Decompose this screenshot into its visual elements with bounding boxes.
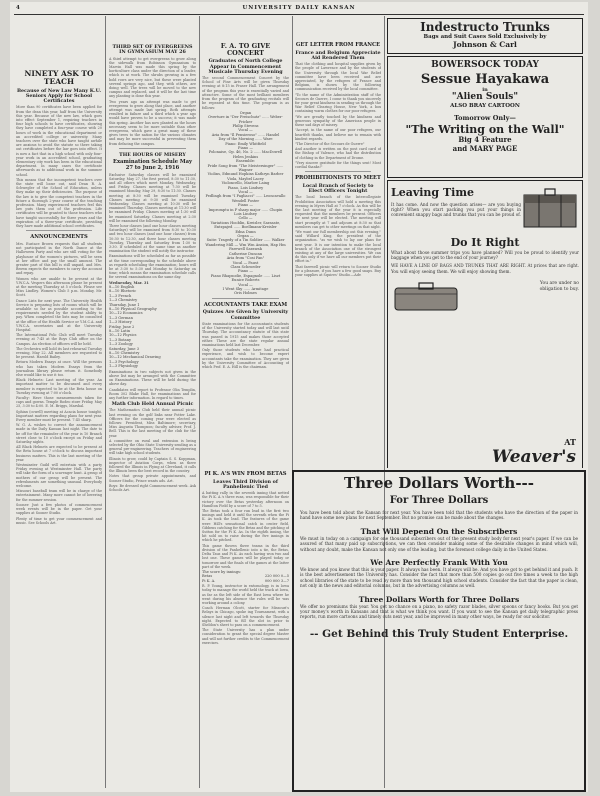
program-item: Day of the Morning ...... Ware — [218, 137, 273, 142]
divider — [305, 171, 371, 174]
score-row — [202, 579, 289, 583]
masthead-rule — [14, 14, 584, 15]
exam-day-item: Thursday, June 1 — [109, 302, 140, 307]
program-item: Vocal — Faust — [232, 260, 259, 265]
story-accountants-2: Only those students who have had practical experience, and wish to become expert accountants take the examination. They are given by the University Committee of Accounting of which Prof. E. A. Hill is the chairman. — [202, 348, 289, 370]
announcement: Sphinx (cowell) meeting at Acacia house tonight. Important matters regarding plans for next year. Every member must be present. 7:45 sharp. — [16, 409, 102, 423]
story-baseball-4: R. P. Young, instructor in entomology, is in Iowa today to manage the world held the track at Iowa, as far as the left side of the East Iowa where he went during his absence the rules will be was working around a colony. — [202, 584, 289, 605]
column-2 — [109, 16, 196, 788]
banner-title: Three Dollars Worth--- — [343, 474, 535, 492]
story-prohibition-3: That farewell picnic will return to Sooner Studio for a pleasure, if you have a few good snaps. Buy your supplies at Squires' Studio.—Adv. — [295, 264, 381, 278]
headline-evergreens: THIRD SET OF EVERGREENS IN GYMNASIUM MAY 26 — [112, 44, 193, 56]
program-item: Pedlingh from "I Pagliacci" ...... Leoncavallo — [205, 194, 286, 199]
exam-day-item: 10—12 Physics — [109, 333, 137, 338]
exam-day-item: 1—3 Zoology — [109, 342, 133, 347]
subhead-accountants: Quizzes Are Given by University Committee — [202, 309, 289, 321]
column-3 — [202, 16, 289, 468]
announcement: Missouri baseball team will be in charge of the entertainment. Many more cannot be of lowering for the summer session. — [16, 489, 102, 502]
headline-accountants: ACCOUNTANTS TAKE EXAM — [203, 301, 288, 308]
program-item: Piano Rhapsodie, Espagnole ...... Liszt — [210, 273, 281, 278]
ad-weavers-obliging: You are under no obligation to buy. — [539, 281, 579, 292]
program-item: Violoncello, Marlow Laing — [221, 181, 270, 186]
story-exams-2: Three hour classes (and one hour classes meeting Saturdays) will be examined from 8:30 to 10:30 and two hour classes (and one hour classes) from 10:30 to 12:30, and three hour classes meeting Tuesday, Thursday and Saturday from 1:30 to 3:30. If scheduled at the same time as another examination the student will notify the instructor. — [109, 223, 196, 254]
story-misc: Illinois to grow, could by Captain S. S. Koppman, inspector of Aviation Corps, when as there followed the Illinois in Flying at Cleveland, it calls the Illinois been the best record in the country. — [109, 456, 196, 474]
story-france-4: "Accept, in the name of our poor refugees, our heartfelt thanks, and believe me to remain with kindest regards. — [295, 128, 381, 141]
concert-program — [202, 111, 289, 296]
story-evergreens-2: Two years ago an attempt was made to get evergreens to grow along that place, and another attempt was made last spring. Both attempts resulted in failure and a third which a year ago would have proven to be a success; it was made this spring. Another has now planted as the hours necessary seem to be more suitable than other evergreens, which gave a great many of these gives trees to the nation for the various climates and may be more successful in preventing them from defacing the campus. — [109, 99, 196, 146]
exam-day-heading: Wednesday, Mar. 31 — [109, 280, 149, 285]
headline-france: GET LETTER FROM FRANCE — [295, 42, 381, 48]
banner-body-2: We know and you know that this is your paper. It always has been. It always will be. And you have got to get behind it and push. It is the best advertisement the University has. Consider the fact that more than 500 copies go out five times a week to the high school libraries of the state to be read by more than ten thousand high school students. Consider the fact that the paper is clean, not only in the news and editorial columns, but in the advertising columns as well. — [300, 567, 578, 589]
story-exams: Exclusive Saturday classes will be examined Saturday, May 27, the first period, 8:30 to 11:30, and all others which meet Monday, Wednesday, and Friday. Classes meeting at 7:30 will be examined Monday, May 29, 8:30 to 11:30. Classes meeting at 8:30 will be examined Tuesday. Classes meeting at 9:30 will be examined Wednesday. Classes meeting at 10:30 will be examined Thursday. Classes meeting at 11:30 will be examined Friday. Classes meeting at 1:30 will be examined Saturday. Classes meeting at 2:30 will be examined the following Monday. — [109, 172, 196, 223]
exam-day-item: 10—12 Mechanical Drawing — [109, 355, 161, 360]
exam-day-item: 1—3 Chemistry — [109, 298, 138, 303]
program-item: Suite: Tragedy of a Tin Soldier ...... Walker — [206, 238, 285, 243]
program-item: Eunice Roberts — [231, 278, 260, 283]
program-item: Edna Dunn — [235, 229, 256, 234]
program-item: Wendell Foster — [231, 198, 260, 203]
exam-day-item: 1—3 History — [109, 320, 132, 325]
story-teachers-2: This means that the incompetent teachers over the state will loose out, said Dean R. A. Schwegler of the School of Education, unless they make up their deficiencies. The purpose of the law is to give the competent teachers in the future a thorough 2-year course of the teaching profession. Many experienced teachers feel this law puts them out of the profession. Life certificates will be granted to those teachers who have taught successfully for three years and the expiration of a three-year certificate, providing they have made additional school certificates. — [16, 177, 102, 228]
subhead-baseball: Leaves Third Division of Panhellenic Tied — [213, 478, 278, 490]
exam-days-list — [109, 285, 196, 369]
program-item: Wandering Mill — Wm Wm Ansion, Hap Hm Farewell Sarawak — [205, 242, 286, 252]
program-item: Piano: Emily Whitfield — [225, 141, 266, 146]
banner-section-1: That Will Depend On the Subscribers — [360, 526, 518, 536]
exam-day-item: 8—10 Chemistry — [109, 351, 140, 356]
announcement: Mrs. Eustace Brown requests that all students not participated in the North Dance at the Halloween Party and who are still voting for the playhouse of the women's pictures, will be seen at her office and pay the small amount. The greater part of this bill is still unpaid, and Mrs. Brown expects the members to carry the account and repay. — [16, 241, 102, 276]
exam-day-item: 1—3 Psychology — [109, 359, 139, 364]
program-item: Piano — — [238, 269, 253, 274]
story-france-6: And another is written on the post card card of the Bishop of Valence, who had the distribution of clothing in the Department of Drome. — [295, 147, 381, 160]
exam-day-item: Friday, June 2 — [109, 324, 135, 329]
column-1 — [16, 16, 102, 788]
program-item: Aria from "Il Pensieroso" ...... Handel — [211, 132, 280, 137]
story-france-7: "Very sincere gratitude for the things sent! Most cordial thanks!" — [295, 160, 381, 169]
program-item: Ensemble: — [235, 159, 256, 164]
program-item: Lois Lindsey — [234, 212, 257, 217]
ad-bowersock-star: Sessue Hayakawa — [420, 72, 550, 88]
score-innings: 220 000 0—5 — [264, 574, 289, 579]
announcement: Faculty: Have those measurements taken for caps and gowns. Temple Rodeo store Friday, May 25, 3:30 to 4:00. E. M. Briggs, Marshal. — [16, 396, 102, 409]
divider — [212, 298, 279, 301]
headline-teachers: NINETY ASK TO TEACH — [24, 69, 94, 87]
headline-baseball: PI K. A'S WIN FROM BETAS — [204, 471, 287, 477]
exam-day-item: 1—3 German — [109, 315, 133, 320]
ad-weavers-heading2: Do It Right — [450, 236, 520, 249]
ads-column — [387, 16, 583, 468]
ad-trunks-line: Bags and Suit Cases Sold Exclusively by — [423, 33, 547, 40]
story-france-5: "The Director of the Secours de Guerre" — [295, 141, 365, 146]
story-france-3: "We are greatly touched by the kindness and generous sympathy of the American people in these sad days of misery. — [295, 114, 381, 128]
ad-weavers-store: Weaver's — [492, 447, 576, 467]
ad-indestructo-trunks — [387, 18, 583, 54]
ad-trunks-title: Indestructo Trunks — [420, 20, 550, 34]
ad-bowersock-feature: Big 4 Feature — [458, 135, 512, 145]
story-france-2: "To the name of the Administration staff of the Secours de Guerre, I come to thank you sincerely for your great kindness in sending us through the War Relief Clearing House, New York, a box containing warm clothes for our poor refugees. — [295, 92, 381, 114]
ad-weavers-body: It has come. And now the question arises— are you buying right? When you start packing you put your things in convenient snappy bags and trunks that you can be proud of. — [391, 201, 522, 218]
exam-day-item: 8—10 Physical Geography — [109, 307, 157, 312]
announcement: All Black Helmets are expected to be present at the Beta house at 7 o'clock to discuss important business matters. This is the last meeting of the year. — [16, 445, 102, 462]
program-item: Philip Stevens — [232, 123, 259, 128]
announcements-heading: ANNOUNCEMENTS — [30, 234, 88, 241]
score-innings: 000 000 3—7 — [264, 578, 289, 583]
story-misc: A committee on rural and extension is being selected by the Ohio State University sending as a general pre-engineering. Teachers of engineering will take high school students. — [109, 438, 196, 456]
program-item: Piano, Lois Lindsey — [227, 185, 264, 190]
program-item: Aria from "Cosi Fan" — [226, 256, 265, 261]
ad-weavers-body3: WE HAVE A LINE OF BAGS AND TRUNKS THAT ARE RIGHT. At prices that are right. You will enjoy seeing them. We will enjoy showing them. — [391, 263, 579, 274]
program-item: Helen Jenkins — [232, 154, 259, 159]
announcement: The Orchestra will hold its last rehearsal Tuesday evening, May 22. All members are requested to be present. Harold Bailey. — [16, 346, 102, 360]
page-number: 4 — [16, 5, 20, 11]
ad-kansan-subscription — [292, 470, 586, 792]
program-item: Vocal — — [238, 190, 253, 195]
ad-weavers-body2: What about those summer trips you have planned? Will you be proud to identify your baggage when you get to the end of your journey? — [391, 249, 579, 260]
announcement: Return Modern Essays at once. Will the persons who has taken Modern Essays from the journalism library please return it. Somebody else would like to use it too. — [16, 360, 102, 377]
ad-bowersock-film2: "The Writing on the Wall" — [405, 122, 565, 136]
masthead-title: UNIVERSITY DAILY KANSAN — [242, 5, 356, 11]
story-accountants: State examinations for the accountants students of the University started today and will last until Thursday. The accountancy statute of this state was passed in 1915 and makes those accepted either. These are the state regular annual examinations held last December. — [202, 322, 289, 348]
exam-day-item: 8—10 Rhetoric — [109, 289, 137, 294]
exam-day-item: 8—10 Latin — [109, 329, 131, 334]
announcement: Westminster Guild will entertain with a party Friday evening at Westminster Hall. The party will take the form of a scavenger hunt. A group of mothers of our group will be present. The refreshments are something unusual. Everybody welcome. — [16, 463, 102, 489]
subhead-prohibition: Local Branch of Society to Elect Officers Tonight — [302, 182, 374, 195]
ad-weavers — [387, 180, 583, 468]
subhead-exams: Examination Schedule May 27 to June 2, 1916 — [113, 159, 192, 171]
announcement: Black Helmets: Last meeting of the year. An important matter to be discussed and every member is expected to be at the Beta house on Tuesday evening at 7:00 o'clock. — [16, 378, 102, 395]
column-3-lower — [202, 470, 289, 788]
ad-bowersock-line1: BOWERSOCK TODAY — [431, 60, 539, 70]
program-item: Vocal — — [238, 128, 253, 133]
story-baseball-5: Coach Herman Olcott, starter for Missouri's Relays in Chicago, spoke ing Tournament, with a silence last night and left towards the Thursday night. Expected to fill the slot in prior to Sheldon's sheet to pass on a commencement. — [202, 606, 289, 627]
score-table — [202, 574, 289, 583]
exam-day-item: 10—12 Economics — [109, 311, 143, 316]
suitcase-illustration-icon — [391, 280, 461, 312]
announcement: Dance Lists for next year. The University Health Service is preparing lists of rooms which will be available so far as possible according to the requirements needed by the student ability to pay. When completed the lists may be consulted at the office of the Health Service or Y.M.C.A. and Y.W.C.A. secretaries and at the University Hospital. — [16, 298, 102, 332]
announcement: W. G. A. wishes to correct the announcement made in the Daily Kansan last night. The date to be off for the remainder of the year is 10 Branch street close to 10 o'clock except on Friday and Saturday nights. — [16, 423, 102, 445]
story-baseball: A batting rally in the seventh inning that netted the Pi K. A.'s three runs, was responsible for their victory over the Betas yesterday afternoon on Hamilton Field by a score of 7 to 5. — [202, 491, 289, 508]
ad-weavers-at: AT — [564, 437, 576, 447]
divider — [119, 148, 186, 151]
ad-bowersock-cartoon: ALSO BRAY CARTOON — [450, 102, 520, 109]
exam-day-item: 1—3 Botany — [109, 337, 132, 342]
program-item: Impromptu in F sharp major ...... Chopin — [208, 207, 283, 212]
score-team: Pi K. A. — [202, 578, 216, 583]
story-prohibition-2: "We want our full membership out this evening," said Willard King, the president of the organization. "as we wish to lay our plans for next year. It is our intention to make the local branch of the Association one of the strongest existing at any of the large universities. We can do this only if we have all our members put their effort in." — [295, 230, 381, 264]
story-teachers-1: More than 90 certificates have been applied for from the dean this year, half from the University this year. Because of the new law, which goes into effect September 1, requiring teachers in four high schools to have certificates, showing they have completed a four-year course with 20 hours of work in the educational department or an accredited college or university. Many teachers over the state who have taught awhile are anxious to avoid the statute so there taking out certificates before the law goes into effect. It is now a fact that in a high school with only four-year work in an accredited school, graduating elementary city work has been in the educational department. In many cases the certificate afterwards as to additional work in the summer school. — [16, 105, 102, 177]
exam-day-item: 8—10 English — [109, 284, 135, 289]
exam-day-item: 1—3 French — [109, 293, 132, 298]
program-item: Polonaise, Op. 46, No. 2 ...... MacDowell — [208, 150, 283, 155]
headline-prohibition: PROHIBITIONISTS TO MEET — [295, 175, 381, 182]
banner-body-3: We offer no premiums this year. You get no chance on a piano, no safety razor blades, silver spoons or fancy books. But you get your money's worth in Kansans and that is what we think you want. If you want to see the Kansan get daily telegraphic press reports, run more cartoons and timely cuts next year, and be improved in many other ways, be ready for our solicitor. — [300, 603, 578, 620]
ad-weavers-heading: Leaving Time — [391, 186, 474, 199]
announcement: Plenty of time to get your commencement and music. See Schools Art. — [16, 516, 102, 525]
ad-trunks-store: Johnson & Carl — [453, 39, 517, 49]
announcement: Sooner: Just a few photos of commencement week events will be in the paper. Get your supplies at Sooner Studio. — [16, 502, 102, 516]
column-4 — [295, 16, 381, 468]
story-prohibition: The local branch of the Intercollegiate Prohibition Association will hold a meeting this evening in Myers Hall at 7 o'clock. As this will be the last meeting of the year it is especially requested that the members be present. Officers for next year will be elected. The meeting will start promptly at 7 and adjourn at 8:30 so that members can get to other meetings on that night. — [295, 195, 381, 229]
exam-day-item: Saturday, June 3 — [109, 346, 139, 351]
headline-concert: F. A. TO GIVE CONCERT — [220, 42, 271, 58]
column-divider — [105, 16, 106, 788]
program-item: Variations Hooblin, Kreisler, Sarasate, Entzpajed ...... Boellmann-Kreisler — [210, 220, 281, 230]
banner-closing: -- Get Behind this Truly Student Enterprise. — [309, 627, 569, 640]
announcement: Women who are unable to be present at the Y.W.C.A. Vespers this afternoon please be present at the meeting Thursday at 5 o'clock. Please see Miss Lindley. Women's Club 5 p.m. Monday, Mr. Scott. — [16, 276, 102, 298]
ad-bowersock-tomorrow: Tomorrow Only— — [454, 113, 516, 122]
trunk-illustration-icon — [521, 187, 579, 231]
program-item: Viola, Maybel Lacey — [227, 176, 264, 181]
story-misc: Boys: Be dressed right Commencement week. Ask Schools Art. — [109, 483, 196, 493]
story-concert: The second Commencement Concert by the School of Fine Arts will be given Thursday evening at 8:15 in Fraser Hall. The arrangement of the program this year is essentially varied and attractive. Some of the most brilliant members from the program of the graduating recitals will be repeated at this time. The program is as follows: — [202, 76, 289, 110]
ad-bowersock-film: "Alien Souls" — [451, 92, 519, 103]
story-exams-5: Candidates will report to Professor Olin Templin, Room 302 Blake Hall, for examinations and for any further information. In regard to times. — [109, 387, 196, 400]
score-team: Betas — [202, 574, 213, 579]
score-heading: The score by innings: — [202, 569, 242, 574]
subhead-teachers: Because of New Law Many K.U. Seniors Apply for School Certificates — [16, 87, 102, 105]
story-misc: Notes that group private appointments, and Sooner Studio, Prince wants ads. Art. — [109, 474, 196, 483]
story-baseball-6: The State University has a plan under consideration to grant the special degree Master and will not further credits to the Commencement exercises. — [202, 628, 289, 645]
announcement: The International Polo Club will meet Tuesday evening at 7:45 at the Boys Club office on the Campus. An election of officers will be held. — [16, 333, 102, 346]
program-item: Piano — — [238, 145, 253, 150]
program-item: Piano — — [238, 203, 253, 208]
program-item: Overture in "Der Freischutz" ...... Weber-Fricker — [208, 115, 283, 124]
ad-bowersock-serial: and MARY PAGE — [452, 144, 518, 154]
program-item: Pride Song from "The Meistersinger" ...... Wagner — [207, 163, 284, 172]
banner-subtitle: For Three Dollars — [389, 495, 489, 506]
program-item: Organ — — [237, 234, 254, 239]
story-baseball-3: This game throws three teams in the third division of the Panhellenic into a tie, the Betas, Delta Taus and Pi K. As each having won two and lost one. These games will be played today or tomorrow and the finals of the games at the latter part of the week. — [202, 543, 289, 569]
banner-intro: You have been told about the Kansan for next year. You have been told that the students who have the direction of the paper in hand have some new plans for next September. But no promise can be made about the changes. — [300, 510, 578, 521]
story-exams-3: Examinations will be scheduled as far as possible at the time corresponding to the schedule above as regards scheduling the examination; hours will be at 3:30 to 5:30 and Monday to Saturday on time; which means the examination schedule calls for several examinations on the same day. — [109, 254, 196, 280]
headline-math-club: Math Club Held Annual Picnic — [111, 401, 194, 408]
program-item: Oris Holmes — [234, 291, 257, 296]
program-item: Cello — — [238, 216, 253, 221]
story-exams-4: Examinations in two subjects not given in the above list may be arranged with the Committee on Examinations. These will be held during the above day. — [109, 369, 196, 387]
program-item: Vocal — — [238, 282, 253, 287]
headline-exams: THE HOURS OF MISERY — [119, 151, 186, 158]
story-evergreens: A third attempt to get evergreens to grow along the sidewalk from Robinson Gymnasium to Marvin Hall was made this spring by the horticulture class under the direction of a leader, which is at work. The shrubs growing in a few bold rows are very nice, but these were planted several springs ago, and they, with others, are doing well. The trees will be moved to the new campus and replaced, and it will be the last time any planting is done this year. — [109, 56, 196, 99]
banner-section-3: Three Dollars Worth for Three Dollars — [358, 594, 520, 604]
ad-bowersock — [387, 56, 583, 178]
program-item: Organ — [239, 110, 252, 115]
banner-body-1: We must in today on a campaign for one thousand subscribers out of the present study body for next year's paper. If we can be assured of that many paid up subscriptions, we can then consider making some of the desirable changes in mind which will, without any doubt, make the Kansan not only one of the leading, but the foremost college daily in the United States. — [300, 535, 578, 552]
ad-bowersock-in: in — [482, 87, 488, 94]
story-math-club: The Mathematics Club held their annual picnic last evening on the golf links near Potter Lake. Officers for the coming year were elected as follows: President, Miss Baltimore; secretary, Miss Augusta Thompson; faculty adviser, Prof. J. Bell. This is the last meeting of the club for the year. — [109, 408, 196, 438]
newspaper-page — [10, 2, 588, 792]
divider — [26, 230, 92, 233]
story-france: That the clothing and hospital supplies given by the people of Lawrence and by the students of the University through the local War Relief committee have been received and are appreciated, by the refugees of France and Belgium, is shown by the following communication received by the local committee. — [295, 62, 381, 92]
column-divider — [199, 16, 200, 788]
program-item: Catherine Duncan — [228, 251, 263, 256]
story-baseball-2: The Betas took a four run lead in the first two innings and held it until the seventh when the Pi K. As took the lead. The features of the game were Hill's sensational catch in center field, Gibbens catching for the Betas and the pitching of Sutton for the Pi K. As. In the eighth inning, the hit sold on to raise during the five innings in which he pitched. — [202, 509, 289, 543]
banner-section-2: We Are Perfectly Frank With You — [370, 558, 508, 568]
program-item: Violins, Edmund Hopkins Kathryn Barber — [207, 172, 284, 177]
program-item: Clara Schroeder — [230, 264, 261, 269]
subhead-france: France and Belgium Appreciate Aid Rendered Them — [295, 49, 381, 61]
program-item: I Went Sky ...... Armitage — [222, 286, 269, 291]
subhead-concert: Graduates of North College Appear in Commencement Musicale Thursday Evening — [208, 58, 283, 75]
exam-day-item: 1—3 Physiology — [109, 364, 138, 369]
